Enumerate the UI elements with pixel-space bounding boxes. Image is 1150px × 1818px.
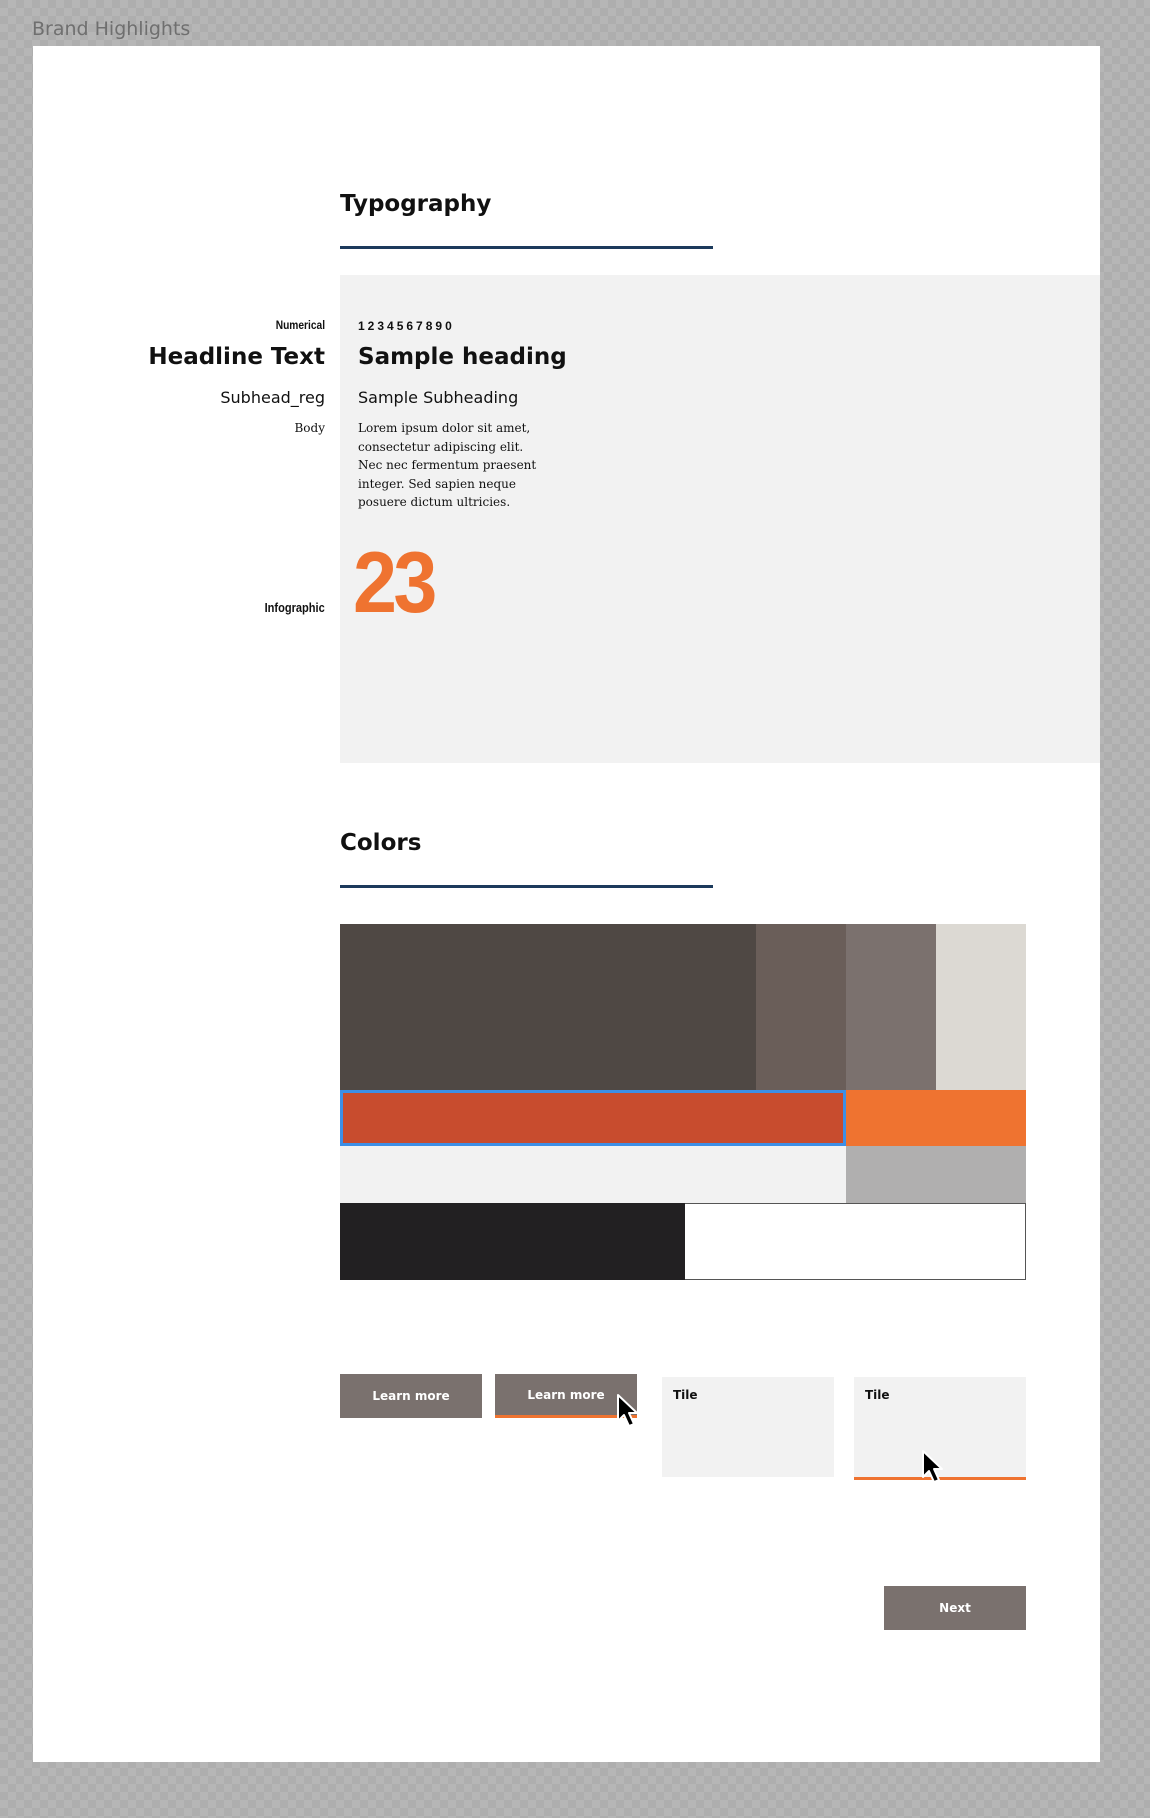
sample-subheading: Sample Subheading bbox=[358, 388, 519, 407]
frame-label[interactable]: Brand Highlights bbox=[32, 18, 191, 40]
swatch-mid-gray[interactable] bbox=[846, 1146, 1026, 1203]
color-palette bbox=[340, 924, 1026, 1327]
swatch-taupe[interactable] bbox=[846, 924, 936, 1090]
learn-more-button[interactable]: Learn more bbox=[340, 1374, 482, 1418]
sample-numerical: 1234567890 bbox=[358, 319, 455, 333]
tile-card[interactable] bbox=[662, 1377, 834, 1477]
sample-body: Lorem ipsum dolor sit amet, consectetur adipiscing elit. Nec nec fermentum praesent integer. Sed sapien neque posuere dictum ultricies. bbox=[358, 421, 537, 509]
tile-label: Tile bbox=[673, 1388, 698, 1402]
tile-hover-label: Tile bbox=[865, 1388, 890, 1402]
learn-more-button-hover[interactable]: Learn more bbox=[495, 1374, 637, 1418]
next-button[interactable]: Next bbox=[884, 1586, 1026, 1630]
artboard bbox=[33, 46, 1100, 1762]
label-subhead: Subhead_reg bbox=[220, 388, 325, 407]
swatch-medium-brown[interactable] bbox=[756, 924, 846, 1090]
label-headline: Headline Text bbox=[148, 344, 325, 370]
sample-heading: Sample heading bbox=[358, 344, 567, 370]
pointer-cursor-icon bbox=[921, 1449, 947, 1485]
pointer-cursor-icon bbox=[616, 1393, 642, 1429]
label-numerical: Numerical bbox=[275, 318, 325, 332]
swatch-rust-selected[interactable] bbox=[340, 1090, 846, 1146]
swatch-dark-brown[interactable] bbox=[340, 924, 756, 1090]
swatch-light-stone[interactable] bbox=[936, 924, 1026, 1090]
label-body: Body bbox=[294, 421, 325, 435]
swatch-light-gray[interactable] bbox=[340, 1146, 846, 1203]
typography-rule bbox=[340, 246, 713, 249]
colors-title: Colors bbox=[340, 830, 422, 856]
swatch-white[interactable] bbox=[685, 1203, 1026, 1280]
label-infographic: Infographic bbox=[264, 600, 325, 615]
colors-rule bbox=[340, 885, 713, 888]
swatch-orange[interactable] bbox=[846, 1090, 1026, 1146]
swatch-near-black[interactable] bbox=[340, 1203, 685, 1280]
typography-title: Typography bbox=[340, 191, 492, 217]
sample-infographic: 23 bbox=[353, 535, 434, 631]
